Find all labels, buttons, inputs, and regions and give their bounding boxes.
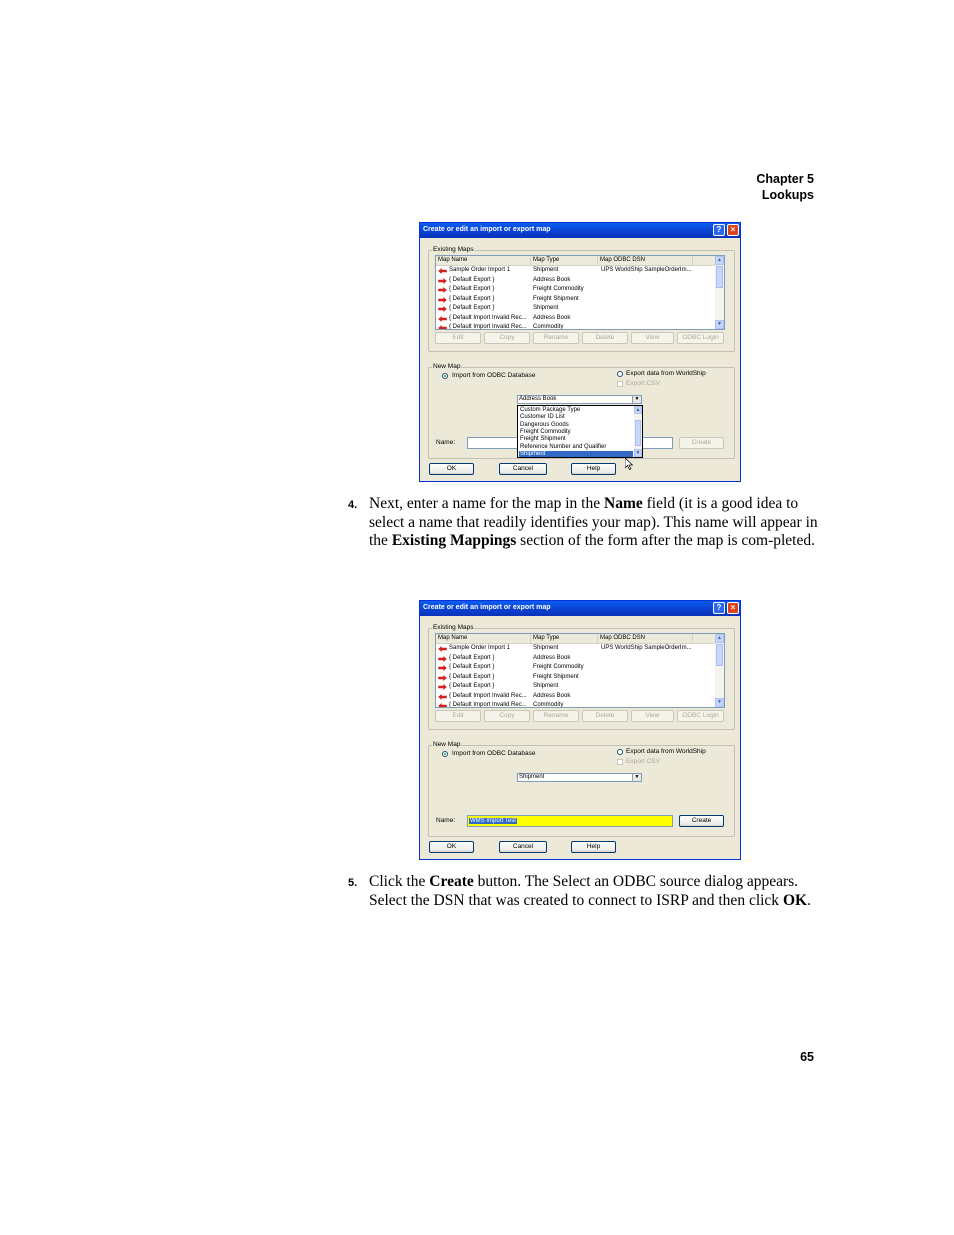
table-row[interactable] — [436, 304, 717, 314]
table-row[interactable] — [436, 692, 717, 702]
title-bar — [420, 223, 740, 238]
name-value: WMS Import Test — [470, 818, 516, 824]
chapter-label: Chapter 5 — [756, 172, 814, 186]
column-header-map-name[interactable]: Map Name — [436, 634, 531, 643]
list-scrollbar[interactable] — [715, 634, 724, 707]
column-header-map-odbc-dsn[interactable]: Map ODBC DSN — [598, 256, 693, 265]
scroll-down-icon[interactable]: ▼ — [635, 450, 641, 456]
scroll-down-icon[interactable]: ▼ — [715, 320, 724, 329]
export-arrow-icon — [438, 665, 447, 671]
map-type-cell: Freight Commodity — [533, 664, 584, 670]
dropdown-option[interactable]: Shipment — [519, 451, 633, 458]
import-arrow-icon — [438, 325, 447, 330]
import-option-label: Import from ODBC Database — [452, 372, 536, 379]
step-text — [369, 495, 818, 551]
table-row[interactable] — [436, 295, 717, 305]
text-run: button. The Select an ODBC source dialog appears. Select the DSN that was created to connect to ISRP and then click — [369, 873, 799, 909]
export-csv-label: Export CSV — [626, 758, 660, 765]
bold-term: Name — [604, 495, 643, 512]
odbc-login-button[interactable]: ODBC Login — [677, 332, 724, 344]
import-arrow-icon — [438, 703, 447, 708]
step-5 — [348, 873, 818, 910]
delete-button[interactable]: Delete — [582, 710, 628, 722]
map-type-value: Address Book — [519, 396, 557, 402]
text-run: field (it is a good idea to select a name that readily identifies your map). This name will appear in the — [369, 495, 818, 549]
mouse-pointer-icon — [625, 458, 633, 470]
step-text — [369, 873, 818, 910]
map-type-cell: Freight Shipment — [533, 295, 579, 302]
map-type-select[interactable] — [517, 773, 642, 782]
dropdown-option[interactable]: Freight Commodity — [520, 428, 571, 435]
step-number: 4. — [348, 499, 358, 511]
table-row[interactable] — [436, 314, 717, 324]
scroll-up-icon[interactable]: ▲ — [715, 634, 724, 643]
column-header-map-odbc-dsn[interactable]: Map ODBC DSN — [598, 634, 693, 643]
map-dsn-cell: UPS WorldShip SampleOrderIm... — [601, 267, 692, 273]
map-type-cell: Shipment — [533, 305, 559, 311]
copy-button[interactable]: Copy — [484, 332, 530, 344]
map-dialog-2 — [419, 600, 741, 860]
dropdown-scrollbar[interactable] — [634, 406, 642, 457]
export-csv-checkbox[interactable] — [617, 759, 623, 765]
map-dialog-1 — [419, 222, 741, 482]
maps-list[interactable] — [435, 255, 725, 330]
table-row[interactable] — [436, 654, 717, 664]
dialog-title: Create or edit an import or export map — [423, 226, 551, 233]
export-arrow-icon — [438, 684, 447, 690]
list-header — [436, 634, 717, 644]
map-name-cell: { Default Export } — [449, 276, 495, 283]
text-run: . — [807, 891, 811, 909]
import-arrow-icon — [438, 694, 447, 700]
delete-button[interactable]: Delete — [582, 332, 628, 344]
new-map-label: New Map — [433, 363, 461, 370]
rename-button[interactable]: Rename — [533, 710, 579, 722]
import-arrow-icon — [438, 646, 447, 652]
map-type-dropdown[interactable] — [517, 405, 643, 458]
close-icon[interactable]: × — [727, 602, 739, 614]
map-name-cell: { Default Export } — [449, 664, 495, 670]
export-arrow-icon — [438, 278, 447, 284]
copy-button[interactable]: Copy — [484, 710, 530, 722]
help-icon[interactable]: ? — [713, 602, 725, 614]
new-map-label: New Map — [433, 741, 461, 748]
text-run: section of the form after the map is com-pleted. — [516, 532, 815, 549]
maps-list[interactable] — [435, 633, 725, 708]
map-name-cell: { Default Import Invalid Rec... — [449, 324, 527, 330]
text-run: Click the — [369, 873, 430, 890]
export-radio[interactable] — [617, 371, 623, 377]
help-button[interactable]: Help — [571, 841, 616, 853]
table-row[interactable] — [436, 276, 717, 286]
export-csv-checkbox[interactable] — [617, 381, 623, 387]
table-row[interactable] — [436, 663, 717, 673]
import-arrow-icon — [438, 268, 447, 274]
export-option-label: Export data from WorldShip — [626, 370, 706, 377]
cancel-button[interactable]: Cancel — [499, 841, 547, 853]
export-arrow-icon — [438, 306, 447, 312]
bold-term: OK — [782, 891, 808, 909]
map-name-cell: { Default Export } — [449, 286, 495, 292]
map-name-cell: Sample Order Import 1 — [449, 645, 511, 651]
export-arrow-icon — [438, 297, 447, 303]
page-header — [756, 171, 814, 203]
dropdown-option[interactable]: Freight Shipment — [520, 436, 566, 443]
map-name-cell: { Default Export } — [449, 683, 495, 689]
existing-maps-label: Existing Maps — [433, 246, 474, 253]
chevron-down-icon[interactable]: ▼ — [632, 396, 641, 403]
bold-term: Existing Mappings — [391, 532, 517, 549]
map-type-cell: Address Book — [533, 692, 571, 699]
export-radio[interactable] — [617, 749, 623, 755]
scroll-up-icon[interactable]: ▲ — [715, 256, 724, 265]
bold-term: Create — [429, 873, 474, 890]
table-row[interactable] — [436, 266, 717, 276]
dropdown-option[interactable]: Reference Number and Qualifier — [520, 443, 607, 450]
table-row[interactable] — [436, 673, 717, 683]
export-arrow-icon — [438, 675, 447, 681]
name-label: Name: — [436, 439, 456, 446]
scroll-thumb[interactable] — [716, 644, 723, 666]
map-type-cell: Shipment — [533, 267, 559, 273]
rename-button[interactable]: Rename — [533, 332, 579, 344]
close-icon[interactable]: × — [727, 224, 739, 236]
scroll-down-icon[interactable]: ▼ — [715, 698, 724, 707]
map-type-cell: Freight Commodity — [533, 286, 584, 292]
map-type-value: Shipment — [519, 774, 545, 780]
map-type-cell: Shipment — [533, 645, 559, 651]
step-number: 5. — [348, 877, 358, 889]
dropdown-option[interactable]: Customer ID List — [520, 414, 565, 421]
scroll-thumb[interactable] — [716, 266, 723, 288]
table-row[interactable] — [436, 682, 717, 692]
section-label: Lookups — [761, 188, 814, 202]
import-radio[interactable] — [442, 373, 448, 379]
map-name-cell: Sample Order Import 1 — [449, 267, 511, 273]
name-input[interactable] — [467, 815, 673, 827]
ok-button[interactable]: OK — [429, 841, 474, 853]
map-name-cell: { Default Import Invalid Rec... — [449, 314, 527, 321]
import-radio[interactable] — [442, 751, 448, 757]
map-name-cell: { Default Import Invalid Rec... — [449, 692, 527, 699]
map-type-cell: Address Book — [533, 276, 571, 283]
map-type-cell: Shipment — [533, 683, 559, 689]
map-type-cell: Commodity — [533, 702, 564, 708]
view-button[interactable]: View — [631, 332, 674, 344]
export-csv-label: Export CSV — [626, 380, 660, 387]
table-row[interactable] — [436, 644, 717, 654]
scroll-up-icon[interactable]: ▲ — [635, 407, 641, 413]
map-name-cell: { Default Export } — [449, 295, 495, 302]
title-bar — [420, 601, 740, 616]
table-row[interactable] — [436, 701, 717, 708]
export-option-label: Export data from WorldShip — [626, 748, 706, 755]
table-row[interactable] — [436, 285, 717, 295]
map-name-cell: { Default Export } — [449, 305, 495, 311]
map-type-select[interactable] — [517, 395, 642, 404]
page-number: 65 — [800, 1050, 814, 1064]
map-type-cell: Freight Shipment — [533, 673, 579, 680]
import-option-label: Import from ODBC Database — [452, 750, 536, 757]
edit-button[interactable]: Edit — [435, 332, 481, 344]
export-arrow-icon — [438, 656, 447, 662]
dropdown-option[interactable]: Dangerous Goods — [520, 421, 569, 428]
scroll-thumb[interactable] — [635, 420, 641, 446]
column-header-map-name[interactable]: Map Name — [436, 256, 531, 265]
import-arrow-icon — [438, 316, 447, 322]
table-row[interactable] — [436, 323, 717, 330]
help-icon[interactable]: ? — [713, 224, 725, 236]
step-4 — [348, 495, 818, 551]
map-type-cell: Address Book — [533, 654, 571, 661]
create-button[interactable]: Create — [679, 815, 724, 827]
edit-button[interactable]: Edit — [435, 710, 481, 722]
name-label: Name: — [436, 817, 456, 824]
create-button[interactable]: Create — [679, 437, 724, 449]
dropdown-option[interactable]: Custom Package Type — [520, 407, 581, 413]
column-header-map-type[interactable]: Map Type — [531, 634, 598, 643]
export-arrow-icon — [438, 287, 447, 293]
help-button[interactable]: Help — [571, 463, 616, 475]
map-name-cell: { Default Export } — [449, 654, 495, 661]
map-type-cell: Commodity — [533, 324, 564, 330]
map-name-cell: { Default Import Invalid Rec... — [449, 702, 527, 708]
map-type-cell: Address Book — [533, 314, 571, 321]
dialog-title: Create or edit an import or export map — [423, 604, 551, 611]
ok-button[interactable]: OK — [429, 463, 474, 475]
text-run: Next, enter a name for the map in the — [369, 495, 604, 512]
column-header-map-type[interactable]: Map Type — [531, 256, 598, 265]
list-header — [436, 256, 717, 266]
cancel-button[interactable]: Cancel — [499, 463, 547, 475]
view-button[interactable]: View — [631, 710, 674, 722]
map-dsn-cell: UPS WorldShip SampleOrderIm... — [601, 645, 692, 651]
existing-maps-label: Existing Maps — [433, 624, 474, 631]
odbc-login-button[interactable]: ODBC Login — [677, 710, 724, 722]
list-scrollbar[interactable] — [715, 256, 724, 329]
map-name-cell: { Default Export } — [449, 673, 495, 680]
chevron-down-icon[interactable]: ▼ — [632, 774, 641, 781]
